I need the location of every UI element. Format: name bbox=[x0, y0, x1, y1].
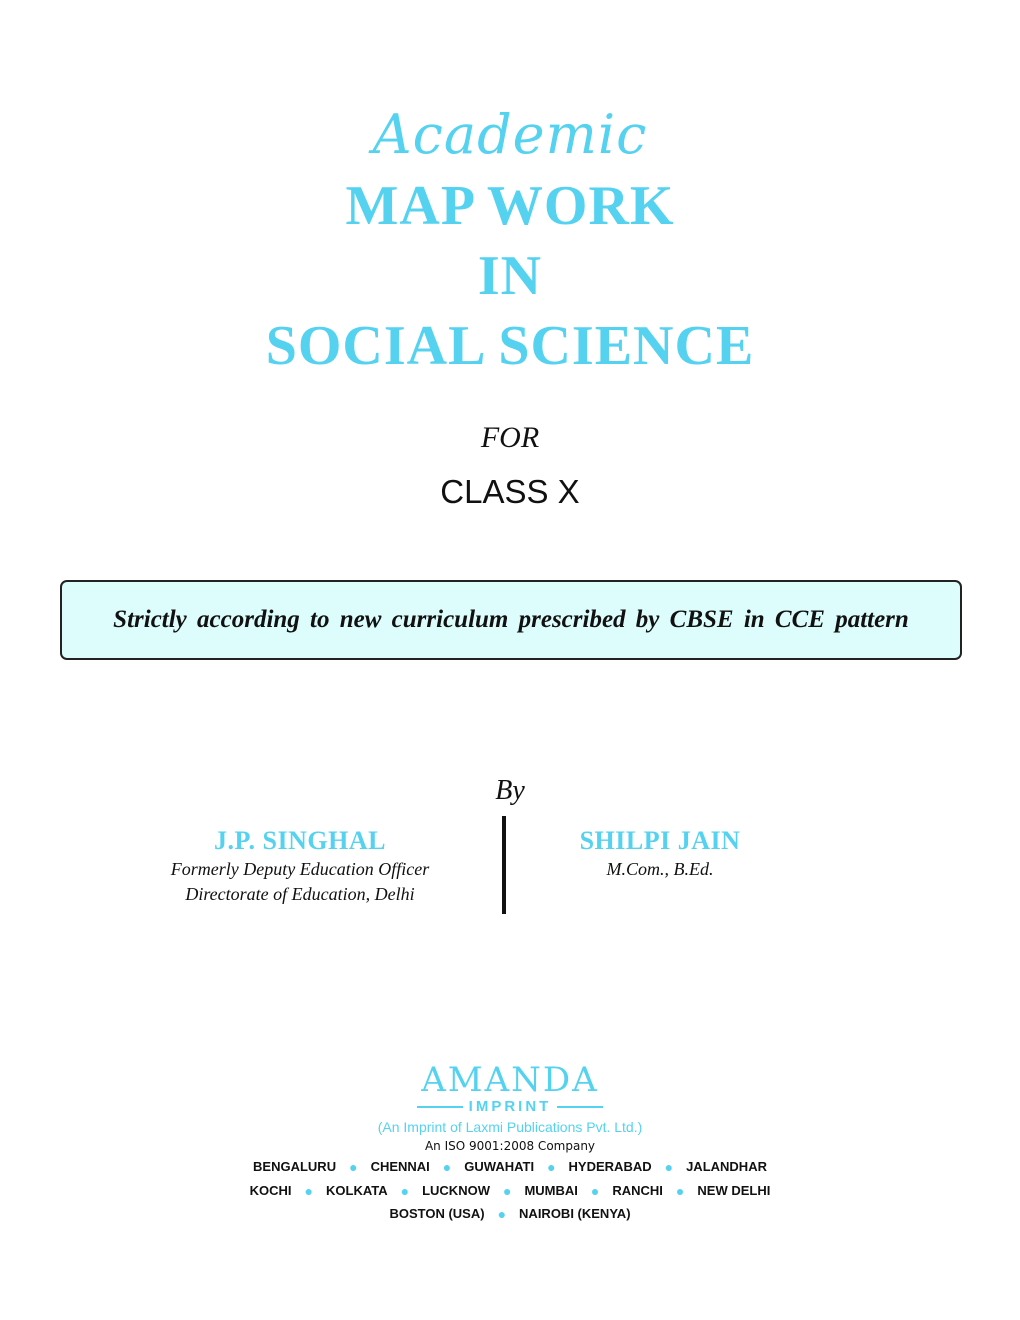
book-title-line-1: MAP WORK bbox=[345, 175, 675, 237]
series-name: Academic bbox=[372, 103, 648, 166]
city-name: JALANDHAR bbox=[686, 1159, 767, 1174]
city-list-row-3 bbox=[0, 1205, 1020, 1223]
city-separator-dot: ● bbox=[547, 1159, 556, 1175]
city-name: NAIROBI (KENYA) bbox=[519, 1206, 631, 1221]
book-title-line-2: IN bbox=[477, 245, 543, 307]
city-name: MUMBAI bbox=[524, 1183, 578, 1198]
city-name: BENGALURU bbox=[253, 1159, 337, 1174]
city-separator-dot: ● bbox=[502, 1183, 512, 1199]
author-block-singhal bbox=[150, 826, 450, 906]
city-separator-dot: ● bbox=[497, 1206, 507, 1222]
author-description-line: Directorate of Education, Delhi bbox=[185, 884, 415, 904]
city-separator-dot: ● bbox=[349, 1159, 358, 1175]
curriculum-banner-text: Strictly according to new curriculum prescribed by CBSE in CCE pattern bbox=[113, 606, 909, 633]
publisher-logo-imprint: IMPRINT bbox=[468, 1098, 552, 1115]
author-description-line: Formerly Deputy Education Officer bbox=[170, 859, 430, 879]
by-label: By bbox=[495, 775, 525, 806]
city-separator-dot: ● bbox=[400, 1183, 410, 1199]
city-name: KOCHI bbox=[249, 1183, 292, 1198]
city-list-row-1 bbox=[0, 1158, 1020, 1176]
city-list-row-2 bbox=[0, 1182, 1020, 1200]
publisher-logo-name: AMANDA bbox=[421, 1060, 599, 1100]
publisher-logo-sub bbox=[0, 1098, 1020, 1116]
city-separator-dot: ● bbox=[442, 1159, 452, 1175]
city-name: RANCHI bbox=[612, 1183, 663, 1198]
city-separator-dot: ● bbox=[664, 1159, 674, 1175]
author-description-line: M.Com., B.Ed. bbox=[606, 859, 714, 879]
city-name: KOLKATA bbox=[326, 1183, 388, 1198]
city-name: GUWAHATI bbox=[464, 1159, 535, 1174]
logo-rule-left bbox=[417, 1106, 463, 1108]
city-name: HYDERABAD bbox=[568, 1159, 652, 1174]
book-title-line-3: SOCIAL SCIENCE bbox=[265, 315, 755, 377]
author-name: J.P. SINGHAL bbox=[214, 826, 386, 855]
iso-certification: An ISO 9001:2008 Company bbox=[424, 1139, 596, 1153]
city-separator-dot: ● bbox=[675, 1183, 685, 1199]
city-name: LUCKNOW bbox=[422, 1183, 490, 1198]
city-separator-dot: ● bbox=[304, 1183, 313, 1199]
author-divider bbox=[502, 816, 506, 914]
author-name: SHILPI JAIN bbox=[579, 826, 741, 855]
curriculum-banner bbox=[60, 580, 962, 660]
logo-rule-right bbox=[557, 1106, 603, 1108]
city-separator-dot: ● bbox=[590, 1183, 600, 1199]
city-name: BOSTON (USA) bbox=[389, 1206, 485, 1221]
publisher-logo bbox=[0, 1060, 1020, 1116]
author-block-jain bbox=[520, 826, 800, 881]
imprint-note: (An Imprint of Laxmi Publications Pvt. Ltd.) bbox=[377, 1119, 643, 1135]
class-label: CLASS X bbox=[440, 473, 580, 510]
city-name: NEW DELHI bbox=[697, 1183, 771, 1198]
for-label: FOR bbox=[480, 421, 540, 454]
city-name: CHENNAI bbox=[370, 1159, 430, 1174]
